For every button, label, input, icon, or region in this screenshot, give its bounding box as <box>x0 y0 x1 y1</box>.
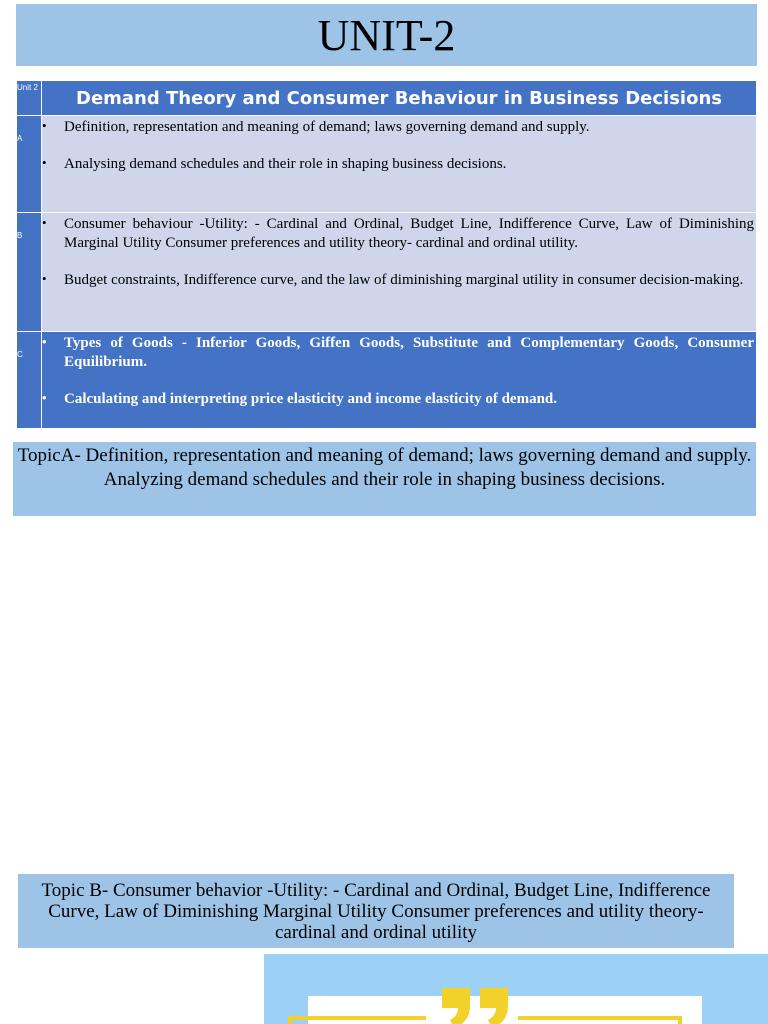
topic-a-line-1: TopicA- Definition, representation and meaning of demand; laws governing demand and supply. <box>17 445 752 466</box>
row-label-b: B <box>17 213 42 332</box>
bullet-icon: • <box>42 334 47 349</box>
bullet-icon: • <box>42 271 47 286</box>
list-item-text: Calculating and interpreting price elasticity and income elasticity of demand. <box>64 391 558 407</box>
row-content-c <box>42 332 757 429</box>
row-label-c: C <box>17 332 42 429</box>
quote-corner-left <box>288 1016 292 1024</box>
list-item-text: Budget constraints, Indifference curve, and the law of diminishing marginal utility in consumer decision-making. <box>64 272 744 288</box>
bullet-icon: • <box>42 390 47 405</box>
page-title: UNIT-2 <box>317 10 456 60</box>
bullet-icon: • <box>42 118 47 133</box>
table-header: Demand Theory and Consumer Behaviour in Business Decisions <box>42 81 757 116</box>
table-header-row <box>17 81 757 116</box>
quote-line-right <box>518 1016 682 1020</box>
list-item <box>42 334 756 372</box>
quote-line-left <box>288 1016 426 1020</box>
list-item <box>42 215 756 253</box>
list-item-text: Definition, representation and meaning of demand; laws governing demand and supply. <box>64 119 590 135</box>
quote-corner-right <box>678 1016 682 1024</box>
list-item-text: Analysing demand schedules and their role in shaping business decisions. <box>64 156 507 172</box>
list-item <box>42 118 756 137</box>
topic-a-banner <box>13 442 756 516</box>
list-item-text: Types of Goods - Inferior Goods, Giffen Goods, Substitute and Complementary Goods, Consumer Equilibrium. <box>64 335 754 370</box>
table-row <box>17 116 757 213</box>
topic-b-text: Topic B- Consumer behavior -Utility: - Cardinal and Ordinal, Budget Line, Indifference Curve, Law of Diminishing Marginal Utility Consumer preferences and utility theory- cardinal and ordinal utility <box>41 880 711 943</box>
unit-label-cell: Unit 2 <box>17 81 42 116</box>
bullet-icon: • <box>42 155 47 170</box>
list-item <box>42 390 756 409</box>
list-item <box>42 271 756 290</box>
row-content-b <box>42 213 757 332</box>
topic-a-line-2: Analyzing demand schedules and their role in shaping business decisions. <box>103 469 666 490</box>
list-item <box>42 155 756 174</box>
table-row <box>17 332 757 429</box>
quote-panel <box>264 954 768 1024</box>
bullet-icon: • <box>42 215 47 230</box>
list-item-text: Consumer behaviour -Utility: - Cardinal and Ordinal, Budget Line, Indifference Curve, Law of Diminishing Marginal Utility Consumer preferences and utility theory- cardinal and ordinal utility. <box>64 216 754 251</box>
closing-quote-icon <box>440 988 512 1024</box>
topic-b-banner <box>18 874 734 948</box>
table-row <box>17 213 757 332</box>
title-banner <box>16 4 757 66</box>
row-label-a: A <box>17 116 42 213</box>
row-content-a <box>42 116 757 213</box>
unit-outline-table <box>16 80 757 429</box>
